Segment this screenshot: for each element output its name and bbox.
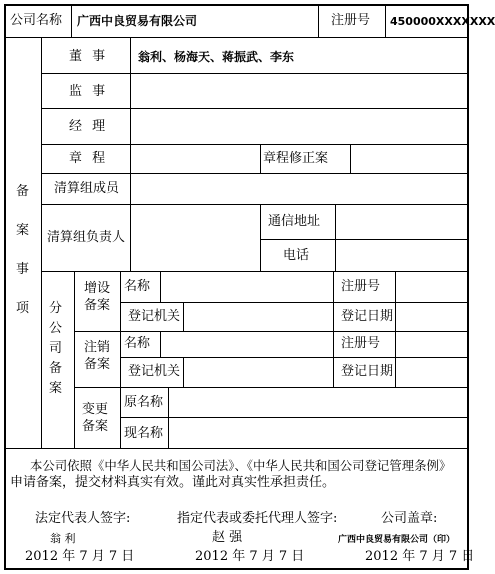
add-name-label: 名称 — [124, 279, 151, 294]
column-rule — [183, 357, 184, 387]
new-name-label: 现名称 — [124, 426, 164, 441]
seal-label: 公司盖章: — [381, 511, 438, 526]
cancel-date-label: 登记日期 — [341, 364, 394, 379]
cancel-authority-label: 登记机关 — [128, 364, 181, 379]
column-rule — [74, 271, 75, 448]
registration-number-label: 注册号 — [331, 13, 371, 28]
column-rule — [168, 387, 169, 448]
row-rule — [41, 108, 468, 109]
cancel-reg-no-label: 注册号 — [341, 336, 381, 351]
column-rule — [71, 5, 72, 37]
column-rule — [260, 204, 261, 271]
column-rule — [333, 271, 334, 387]
column-rule — [335, 204, 336, 271]
row-rule — [74, 331, 468, 332]
row-rule — [74, 387, 468, 388]
column-rule — [318, 5, 319, 37]
company-seal-text: 广西中良贸易有限公司（印） — [338, 535, 456, 545]
manager-label: 经 理 — [69, 119, 106, 134]
row-rule — [120, 357, 468, 358]
legal-rep-name: 翁 利 — [50, 532, 76, 545]
column-rule — [350, 144, 351, 173]
liquidation-leader-label: 清算组负责人 — [47, 230, 126, 245]
column-rule — [260, 144, 261, 173]
company-name-value: 广西中良贸易有限公司 — [77, 14, 198, 28]
declaration-line-2: 申请备案，提交材料真实有效。谨此对真实性承担责任。 — [10, 475, 336, 490]
column-rule — [160, 331, 161, 357]
charter-amendment-label: 章程修正案 — [263, 151, 329, 166]
add-reg-no-label: 注册号 — [341, 279, 381, 294]
row-rule — [41, 144, 468, 145]
branch-add-label: 增设备案 — [83, 281, 110, 313]
column-rule — [130, 204, 131, 271]
column-rule — [41, 37, 42, 448]
directors-label: 董 事 — [69, 49, 106, 64]
old-name-label: 原名称 — [124, 395, 164, 410]
address-label: 通信地址 — [268, 214, 321, 229]
company-name-label: 公司名称 — [10, 13, 63, 28]
row-rule — [41, 271, 468, 272]
branch-change-label: 变更备案 — [81, 402, 108, 434]
row-rule — [120, 417, 468, 418]
phone-label: 电话 — [283, 248, 310, 263]
date-seal: 2012 年 7 月 7 日 — [365, 549, 475, 564]
column-rule — [183, 302, 184, 331]
date-agent: 2012 年 7 月 7 日 — [195, 549, 305, 564]
column-rule — [160, 271, 161, 302]
agent-label: 指定代表或委托代理人签字: — [177, 511, 338, 526]
add-authority-label: 登记机关 — [128, 309, 181, 324]
row-rule — [5, 37, 468, 38]
agent-name: 赵 强 — [212, 530, 243, 545]
row-rule — [260, 239, 468, 240]
row-rule — [41, 204, 468, 205]
column-rule — [120, 271, 121, 448]
add-date-label: 登记日期 — [341, 309, 394, 324]
row-rule — [5, 448, 468, 449]
directors-value: 翁利、杨海天、蒋振武、李东 — [138, 50, 295, 64]
row-rule — [41, 73, 468, 74]
liquidation-members-label: 清算组成员 — [54, 181, 120, 196]
branch-cancel-label: 注销备案 — [83, 340, 110, 372]
branch-section-label: 分公司备案 — [48, 301, 62, 396]
column-rule — [130, 37, 131, 173]
cancel-name-label: 名称 — [124, 336, 151, 351]
registration-number-value: 450000XXXXXXX — [390, 15, 495, 28]
row-rule — [41, 173, 468, 174]
date-legal-rep: 2012 年 7 月 7 日 — [25, 549, 135, 564]
column-rule — [395, 271, 396, 387]
column-rule — [385, 5, 386, 37]
column-rule — [130, 173, 131, 204]
filing-section-label: 备案事项 — [15, 184, 29, 316]
declaration-line-1: 本公司依照《中华人民共和国公司法》、《中华人民共和国公司登记管理条例》 — [30, 458, 452, 473]
legal-rep-label: 法定代表人签字: — [35, 511, 131, 526]
charter-label: 章 程 — [69, 151, 106, 166]
row-rule — [120, 302, 468, 303]
supervisor-label: 监 事 — [69, 84, 106, 99]
